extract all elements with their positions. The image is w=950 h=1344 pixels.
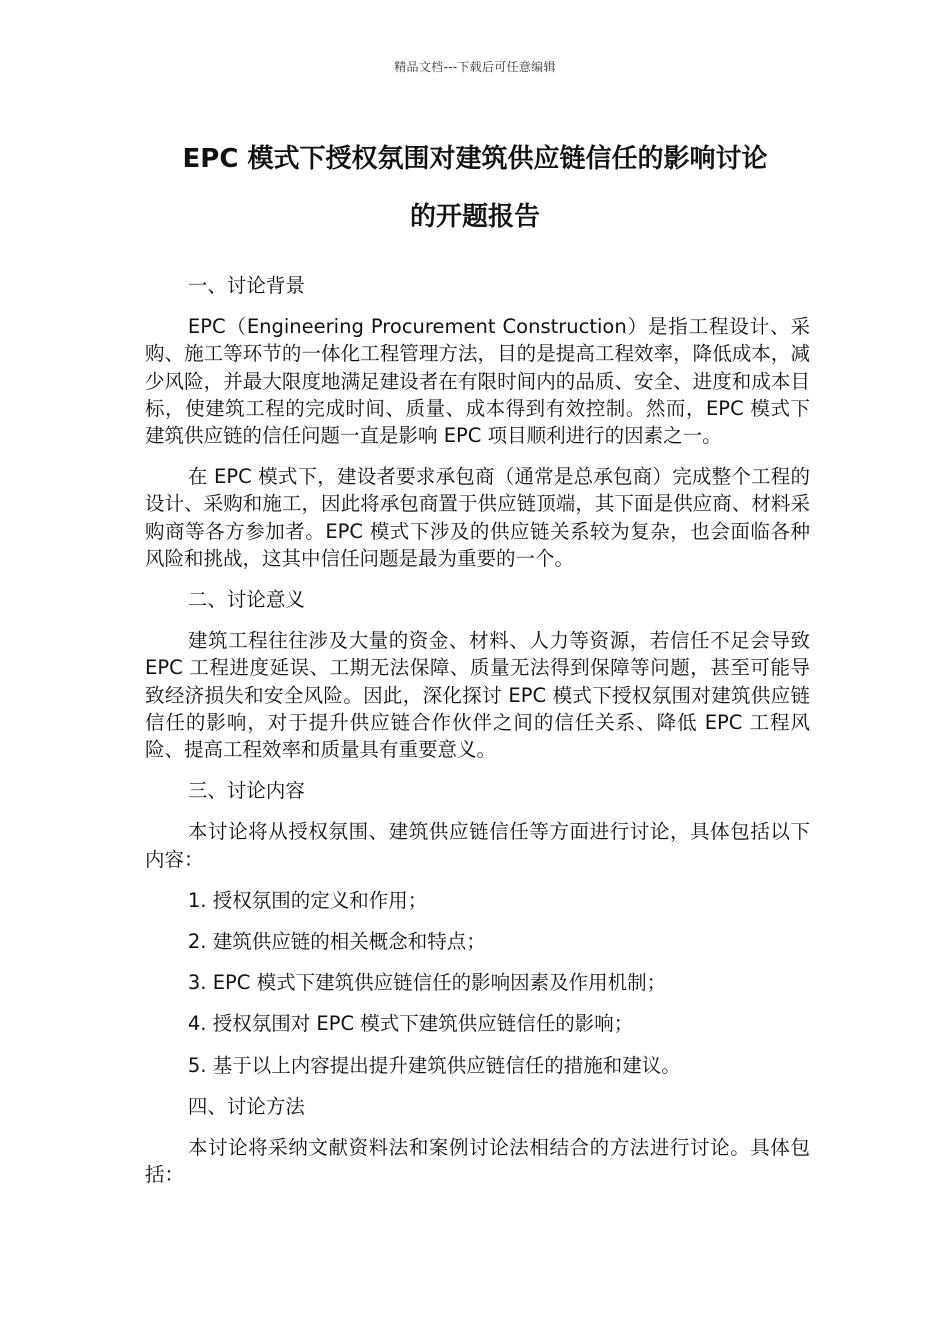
document-body <box>145 272 810 1202</box>
section-heading-significance: 二、讨论意义 <box>187 588 305 612</box>
section-heading-method: 四、讨论方法 <box>187 1094 305 1118</box>
section-heading-background: 一、讨论背景 <box>187 274 305 297</box>
background-paragraph-2: 在 EPC 模式下，建设者要求承包商（通常是总承包商）完成整个工程的设计、采购和施工，因此将承包商置于供应链顶端，其下面是供应商、材料采购商等各方参加者。EPC 模式下涉及的供应链关系较为复杂，也会面临各种风险和挑战，这其中信任问题是最为重要的一个。 <box>145 465 810 570</box>
content-intro-paragraph: 本讨论将从授权氛围、建筑供应链信任等方面进行讨论，具体包括以下内容： <box>145 820 810 871</box>
content-list-item: 3. EPC 模式下建筑供应链信任的影响因素及作用机制； <box>187 971 667 995</box>
background-paragraph-1: EPC（Engineering Procurement Construction）是指工程设计、采购、施工等环节的一体化工程管理方法，目的是提高工程效率，降低成本，减少风险，并最大限度地满足建设者在有限时间内的品质、安全、进度和成本目标，使建筑工程的完成时间、质量、成本得到有效控制。然而，EPC 模式下建筑供应链的信任问题一直是影响 EPC 项目顺利进行的因素之一。 <box>145 315 810 448</box>
content-list-item: 5. 基于以上内容提出提升建筑供应链信任的措施和建议。 <box>187 1053 681 1077</box>
content-list-item: 2. 建筑供应链的相关概念和特点； <box>187 930 486 954</box>
section-heading-content: 三、讨论内容 <box>187 779 305 803</box>
header-note: 精品文档---下载后可任意编辑 <box>394 60 556 74</box>
significance-paragraph-1: 建筑工程往往涉及大量的资金、材料、人力等资源，若信任不足会导致 EPC 工程进度延误、工期无法保障、质量无法得到保障等问题，甚至可能导致经济损失和安全风险。因此，深化探讨 EPC 模式下授权氛围对建筑供应链信任的影响，对于提升供应链合作伙伴之间的信任关系、降低 EPC 工程风险、提高工程效率和质量具有重要意义。 <box>145 629 810 762</box>
document-title-line-1: EPC 模式下授权氛围对建筑供应链信任的影响讨论 <box>182 144 768 174</box>
content-list-item: 4. 授权氛围对 EPC 模式下建筑供应链信任的影响； <box>187 1012 634 1036</box>
content-list-item: 1. 授权氛围的定义和作用； <box>187 888 428 912</box>
method-paragraph-1: 本讨论将采纳文献资料法和案例讨论法相结合的方法进行讨论。具体包括： <box>145 1136 810 1187</box>
document-title-line-2: 的开题报告 <box>409 202 540 232</box>
